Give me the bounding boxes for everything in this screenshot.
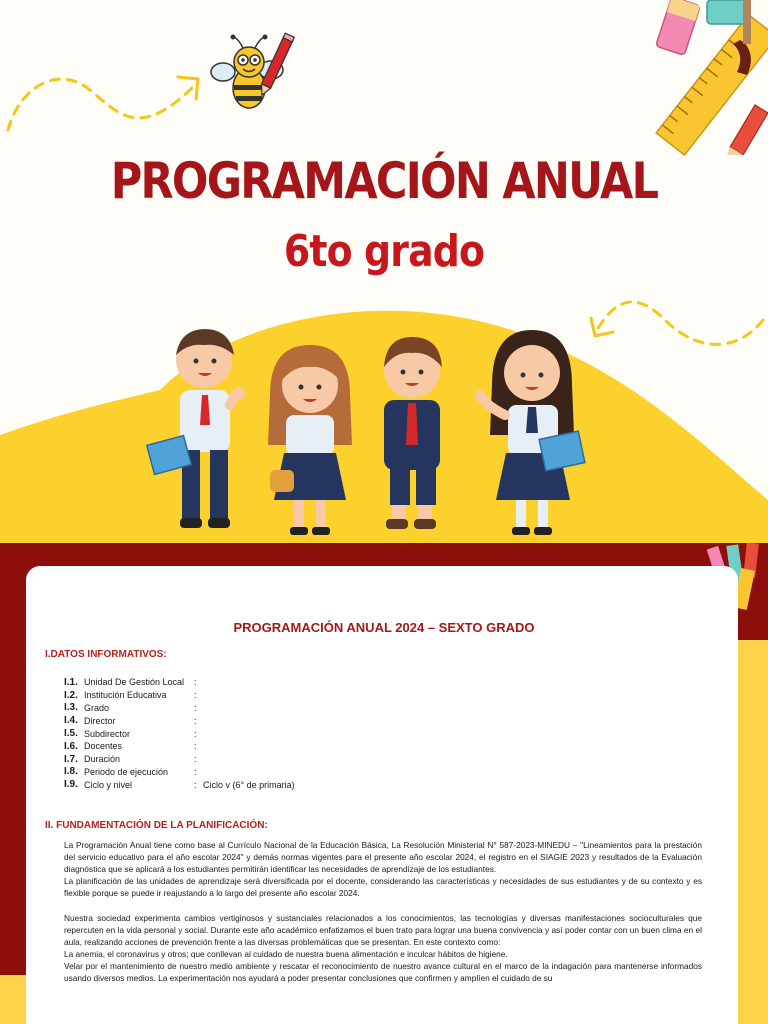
info-list bbox=[64, 676, 464, 791]
paragraph: La planificación de las unidades de aprendizaje será diversificada por el docente, considerando las características y necesidades de sus estudiantes y de su contexto y es flexible porque se puede ir reajustando a lo largo del presente año escolar 2024. bbox=[64, 875, 702, 898]
section-2-heading: II. FUNDAMENTACIÓN DE LA PLANIFICACIÓN: bbox=[45, 820, 268, 831]
pencil-icon bbox=[255, 32, 295, 102]
dashed-arrow-icon bbox=[0, 55, 220, 145]
info-row: I.4. Director : bbox=[64, 715, 197, 727]
document-title: PROGRAMACIÓN ANUAL 2024 – SEXTO GRADO bbox=[233, 620, 535, 635]
info-row: I.9. Ciclo y nivel : Ciclo v (6° de primaria) bbox=[64, 779, 295, 791]
info-row: I.8. Periodo de ejecución : bbox=[64, 766, 197, 778]
paragraph: La Programación Anual tiene como base al Currículo Nacional de la Educación Básica, La Resolución Ministerial N° 587-2023-MINEDU – "Lineamientos para la prestación del servicio educativo para el año escolar 2024" y demás normas vigentes para el presente año escolar 2024, el registro en el SIAGIE 2023 y resultados de la Evaluación diagnóstica que se aplicará a los estudiantes permitirán identificar las necesidades de aprendizaje de los estudiantes. bbox=[64, 840, 702, 874]
fundamentacion-text-2 bbox=[64, 913, 702, 984]
paragraph: La anemia, el coronavirus y otros; que conllevan al cuidado de nuestra buena alimentación e inculcar hábitos de higiene. bbox=[64, 948, 508, 959]
fundamentacion-text-1 bbox=[64, 840, 702, 900]
cover-title: PROGRAMACIÓN ANUAL bbox=[110, 152, 658, 210]
cover-subtitle: 6to grado bbox=[283, 226, 485, 277]
info-row: I.1. Unidad De Gestión Local : bbox=[64, 676, 197, 688]
info-row: I.6. Docentes : bbox=[64, 740, 197, 752]
yellow-strip-right bbox=[738, 640, 768, 1024]
paragraph: Nuestra sociedad experimenta cambios vertiginosos y sustanciales relacionados a los conocimientos, las tecnologías y diversas manifestaciones socioculturales que repercuten en la vida personal y social. Durante este año académico enfatizamos el buen trato para lograr una buena convivencia y así poder contar con un buen clima en el aula, realizando acciones de prevención frente a las diversas problemáticas que se presentan. En este contexto como: bbox=[64, 913, 702, 947]
info-row: I.5. Subdirector : bbox=[64, 728, 197, 740]
children-illustration bbox=[140, 315, 600, 545]
info-row: I.7. Duración : bbox=[64, 753, 197, 765]
info-row: I.3. Grado : bbox=[64, 702, 197, 714]
paintbrush-icon bbox=[725, 95, 768, 155]
section-1-heading: I.DATOS INFORMATIVOS: bbox=[45, 649, 167, 660]
info-row: I.2. Institución Educativa : bbox=[64, 689, 197, 701]
paragraph: Velar por el mantenimiento de nuestro medio ambiente y rescatar el reconocimiento de nuestro avance cultural en el marco de la indagación para mantenerse informados usando diversos medios. La experimentación nos ayudará a poder presentar conclusiones que confirmen y amplíen el cuidado de su bbox=[64, 960, 702, 983]
